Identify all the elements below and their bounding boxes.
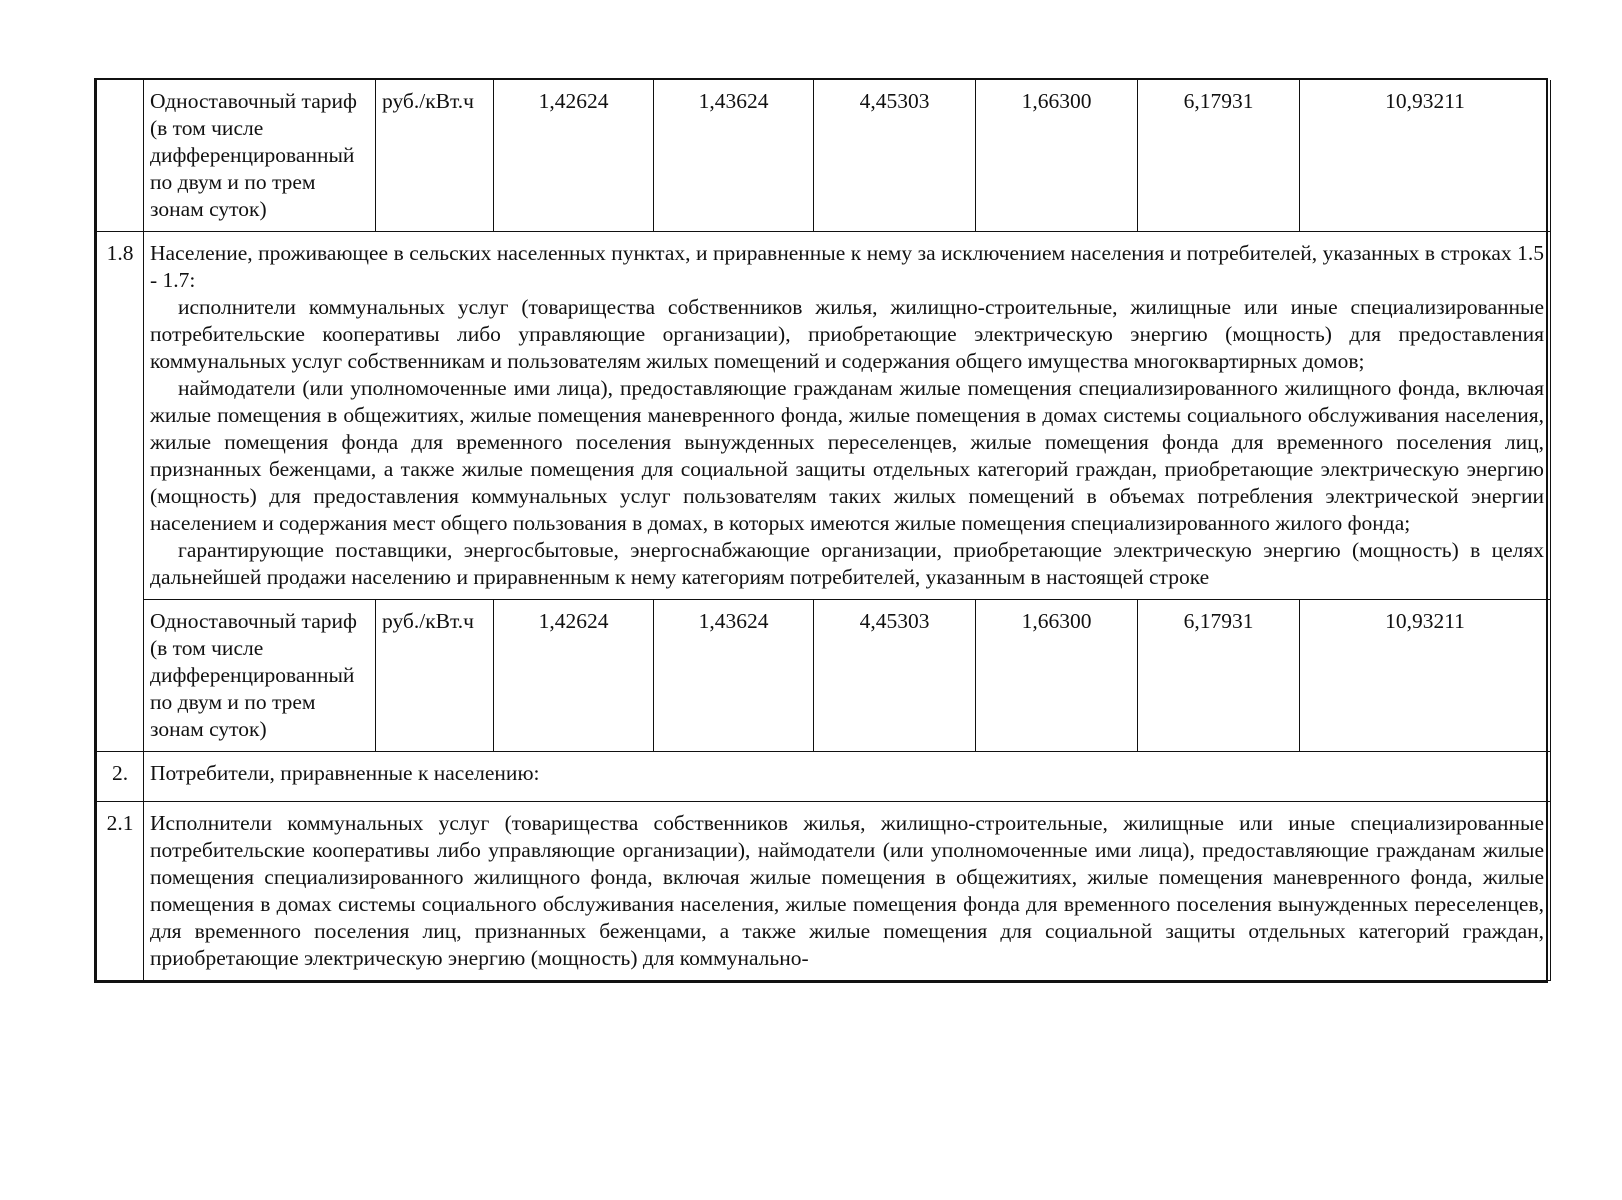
- tariff-row-1-8: [97, 600, 1551, 752]
- tariff-value-5: 6,17931: [1138, 600, 1300, 752]
- section-2-row: [97, 752, 1551, 802]
- section-paragraph: наймодатели (или уполномоченные ими лица), предоставляющие гражданам жилые помещения специализированного жилищного фонда, включая жилые помещения в общежитиях, жилые помещения маневренного фонда, жилые помещения в домах системы социального обслуживания населения, жилые помещения фонда для временного поселения вынужденных переселенцев, жилые помещения фонда для временного поселения лиц, признанных беженцами, а также жилые помещения для социальной защиты отдельных категорий граждан, приобретающие электрическую энергию (мощность) для предоставления коммунальных услуг пользователям таких жилых помещений в объемах потребления электрической энергии населением и содержания мест общего пользования в домах, в которых имеются жилые помещения специализированного жилого фонда;: [150, 376, 1544, 535]
- tariff-value-5: 6,17931: [1138, 80, 1300, 232]
- tariff-value-6: 10,93211: [1300, 80, 1551, 232]
- tariff-value-1: 1,42624: [494, 600, 654, 752]
- section-1-8-description: [144, 232, 1551, 600]
- tariff-unit: руб./кВт.ч: [376, 80, 494, 232]
- tariff-value-1: 1,42624: [494, 80, 654, 232]
- section-paragraph: гарантирующие поставщики, энергосбытовые, энергоснабжающие организации, приобретающие электрическую энергию (мощность) в целях дальнейшей продажи населению и приравненным к нему категориям потребителей, указанным в настоящей строке: [150, 538, 1544, 589]
- section-paragraph: исполнители коммунальных услуг (товарищества собственников жилья, жилищно-строительные, жилищные или иные специализированные потребительские кооперативы либо управляющие организации), приобретающие электрическую энергию (мощность) для предоставления коммунальных услуг собственникам и пользователям жилых помещений и содержания общего имущества многоквартирных домов;: [150, 295, 1544, 373]
- tariff-value-2: 1,43624: [654, 80, 814, 232]
- tariff-value-3: 4,45303: [814, 80, 976, 232]
- tariff-value-2: 1,43624: [654, 600, 814, 752]
- row-number: 2.1: [97, 802, 144, 981]
- tariff-row-top: [97, 80, 1551, 232]
- tariff-table: [96, 80, 1551, 981]
- tariff-value-4: 1,66300: [976, 80, 1138, 232]
- tariff-name: Одноставочный тариф (в том числе дифференцированный по двум и по трем зонам суток): [144, 600, 376, 752]
- section-paragraph: Исполнители коммунальных услуг (товарищества собственников жилья, жилищно-строительные, жилищные или иные специализированные потребительские кооперативы либо управляющие организации), наймодатели (или уполномоченные ими лица), предоставляющие гражданам жилые помещения специализированного жилищного фонда, включая жилые помещения в общежитиях, жилые помещения маневренного фонда, жилые помещения в домах системы социального обслуживания населения, жилые помещения фонда для временного поселения вынужденных переселенцев, для временного поселения лиц, признанных беженцами, а также жилые помещения для социальной защиты отдельных категорий граждан, приобретающие электрическую энергию (мощность) для коммунально-: [150, 811, 1544, 970]
- tariff-unit: руб./кВт.ч: [376, 600, 494, 752]
- tariff-document-table: [94, 78, 1548, 983]
- tariff-name: Одноставочный тариф (в том числе дифференцированный по двум и по трем зонам суток): [144, 80, 376, 232]
- section-2-1-row: [97, 802, 1551, 981]
- row-number: 1.8: [97, 232, 144, 752]
- section-1-8-row: [97, 232, 1551, 600]
- section-heading: Население, проживающее в сельских населенных пунктах, и приравненные к нему за исключением населения и потребителей, указанных в строках 1.5 - 1.7:: [150, 241, 1544, 292]
- section-2-heading: Потребители, приравненные к населению:: [144, 752, 1551, 802]
- section-2-1-description: [144, 802, 1551, 981]
- tariff-value-6: 10,93211: [1300, 600, 1551, 752]
- row-number-empty: [97, 80, 144, 232]
- tariff-value-3: 4,45303: [814, 600, 976, 752]
- tariff-value-4: 1,66300: [976, 600, 1138, 752]
- row-number: 2.: [97, 752, 144, 802]
